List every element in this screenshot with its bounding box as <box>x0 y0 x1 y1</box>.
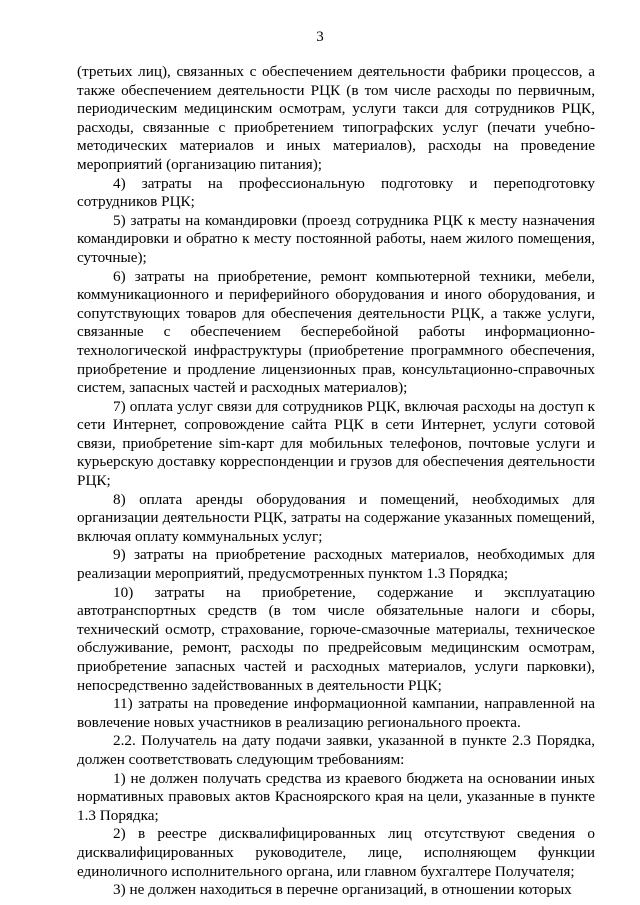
paragraph-item-10: 10) затраты на приобретение, содержание и эксплуатацию автотранспортных средств (в том числе обязательные налоги и сборы, технический осмотр, страхование, горюче-смазочные материалы, техническое обслуживание, ремонт, расходы по предрейсовым медицинским осмотрам, приобретение запасных частей и расходных материалов, услуги парковки), непосредственно задействованных в деятельности РЦК; <box>77 583 595 694</box>
page-number: 3 <box>316 29 324 45</box>
paragraph-item-5: 5) затраты на командировки (проезд сотрудника РЦК к месту назначения командировки и обратно к месту постоянной работы, наем жилого помещения, суточные); <box>77 211 595 266</box>
paragraph-item-11: 11) затраты на проведение информационной кампании, направленной на вовлечение новых участников в реализацию регионального проекта. <box>77 695 595 731</box>
paragraph-requirement-2: 2) в реестре дисквалифицированных лиц отсутствуют сведения о дисквалифицированных руководителе, лице, исполняющем функции единоличного исполнительного органа, или главном бухгалтере Получателя; <box>77 825 595 880</box>
paragraph-continuation: (третьих лиц), связанных с обеспечением деятельности фабрики процессов, а также обеспечением деятельности РЦК (в том числе расходы по первичным, периодическим медицинским осмотрам, услуги такси для сотрудников РЦК, расходы, связанные с приобретением типографских услуг (печати учебно-методических материалов и иных материалов), расходы на проведение мероприятий (организацию питания); <box>77 63 595 173</box>
paragraph-item-6: 6) затраты на приобретение, ремонт компьютерной техники, мебели, коммуникационного и периферийного оборудования и иного оборудования, и сопутствующих товаров для обеспечения деятельности РЦК, а также услуги, связанные с обеспечением бесперебойной работы информационно-технологической инфраструктуры (приобретение программного обеспечения, приобретение и продление лицензионных прав, консультационно-справочных систем, запасных частей и расходных материалов); <box>77 267 595 397</box>
paragraph-item-9: 9) затраты на приобретение расходных материалов, необходимых для реализации мероприятий, предусмотренных пунктом 1.3 Порядка; <box>77 546 595 583</box>
paragraph-section-2-2: 2.2. Получатель на дату подачи заявки, указанной в пункте 2.3 Порядка, должен соответствовать следующим требованиям: <box>77 732 595 768</box>
paragraph-item-8: 8) оплата аренды оборудования и помещений, необходимых для организации деятельности РЦК, затраты на содержание указанных помещений, включая оплату коммунальных услуг; <box>77 490 595 545</box>
paragraph-item-4: 4) затраты на профессиональную подготовку и переподготовку сотрудников РЦК; <box>77 174 595 211</box>
paragraph-requirement-3: 3) не должен находиться в перечне организаций, в отношении которых <box>113 881 572 899</box>
paragraph-item-7: 7) оплата услуг связи для сотрудников РЦК, включая расходы на доступ к сети Интернет, сопровождение сайта РЦК в сети Интернет, услуги сотовой связи, приобретение sim-карт для мобильных телефонов, почтовые услуги и курьерскую доставку корреспонденции и грузов для обеспечения деятельности РЦК; <box>77 397 595 490</box>
document-body <box>77 63 595 900</box>
paragraph-requirement-1: 1) не должен получать средства из краевого бюджета на основании иных нормативных правовых актов Красноярского края на цели, указанные в пункте 1.3 Порядка; <box>77 769 595 824</box>
